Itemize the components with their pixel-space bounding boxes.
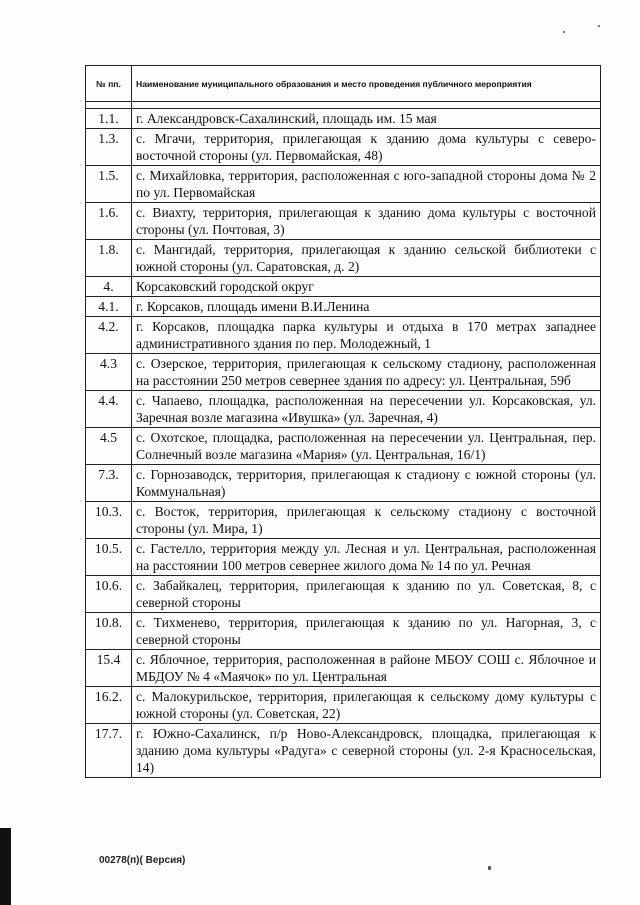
row-location-text: с. Гастелло, территория между ул. Лесная и ул. Центральная, расположенная на расстоянии 100 метров севернее жилого дома № 14 по ул. Речная [132,539,601,576]
row-number: 4.4. [86,391,132,428]
row-number: 1.5. [86,166,132,203]
row-location-text: с. Мангидай, территория, прилегающая к зданию сельской библиотеки с южной стороны (ул. Саратовская, д. 2) [132,240,601,277]
scan-speck [598,25,600,27]
table-row [86,166,601,203]
row-number: 4.2. [86,317,132,354]
table-row [86,297,601,317]
row-number: 17.7. [86,724,132,778]
row-number: 10.8. [86,613,132,650]
table-row [86,317,601,354]
row-location-text: г. Южно-Сахалинск, п/р Ново-Александровск, площадка, прилегающая к зданию дома культуры «Радуга» с северной стороны (ул. 2-я Красносельская, 14) [132,724,601,778]
row-location-text: г. Корсаков, площадка парка культуры и отдыха в 170 метрах западнее административного здания по пер. Молодежный, 1 [132,317,601,354]
row-number: 10.5. [86,539,132,576]
table-row [86,650,601,687]
table-row [86,109,601,129]
table-row [86,465,601,502]
row-number: 16.2. [86,687,132,724]
table-row [86,687,601,724]
row-number: 1.1. [86,109,132,129]
row-location-text: с. Михайловка, территория, расположенная с юго-западной стороны дома № 2 по ул. Первомайская [132,166,601,203]
row-location-text: с. Озерское, территория, прилегающая к сельскому стадиону, расположенная на расстоянии 250 метров севернее здания по адресу: ул. Центральная, 59б [132,354,601,391]
table-row [86,203,601,240]
row-location-text: с. Забайкалец, территория, прилегающая к зданию по ул. Советская, 8, с северной стороны [132,576,601,613]
scan-edge-mark [0,828,11,905]
row-location-text: с. Виахту, территория, прилегающая к зданию дома культуры с восточной стороны (ул. Почтовая, 3) [132,203,601,240]
document-code: 00278(п)( Версия) [99,855,186,866]
scan-speck [488,866,491,870]
row-location-text: г. Александровск-Сахалинский, площадь им. 15 мая [132,109,601,129]
header-number: № пп. [86,66,132,102]
header-description: Наименование муниципального образования и место проведения публичного мероприятия [132,66,601,102]
table-row [86,428,601,465]
row-location-text: с. Тихменево, территория, прилегающая к зданию по ул. Нагорная, 3, с северной стороны [132,613,601,650]
row-location-text: с. Горнозаводск, территория, прилегающая к стадиону с южной стороны (ул. Коммунальная) [132,465,601,502]
table-row [86,613,601,650]
row-number: 4. [86,277,132,297]
row-number: 10.3. [86,502,132,539]
table-row [86,724,601,778]
row-location-text: с. Малокурильское, территория, прилегающая к сельскому дому культуры с южной стороны (ул. Советская, 22) [132,687,601,724]
row-number: 1.3. [86,129,132,166]
spacer-row [86,102,601,109]
table-row [86,354,601,391]
row-location-text: с. Чапаево, площадка, расположенная на пересечении ул. Корсаковская, ул. Заречная возле магазина «Ивушка» (ул. Заречная, 4) [132,391,601,428]
row-location-text: с. Мгачи, территория, прилегающая к зданию дома культуры с северо-восточной стороны (ул. Первомайская, 48) [132,129,601,166]
row-number: 15.4 [86,650,132,687]
table-header-row [86,66,601,102]
row-number: 4.1. [86,297,132,317]
row-number: 1.8. [86,240,132,277]
table-row [86,277,601,297]
row-location-text: с. Охотское, площадка, расположенная на пересечении ул. Центральная, пер. Солнечный возле магазина «Мария» (ул. Центральная, 16/1) [132,428,601,465]
row-location-text: Корсаковский городской округ [132,277,601,297]
table-body [86,102,601,778]
table-row [86,576,601,613]
row-number: 4.5 [86,428,132,465]
table-row [86,502,601,539]
row-number: 7.3. [86,465,132,502]
row-number: 4.3 [86,354,132,391]
table-row [86,539,601,576]
row-number: 10.6. [86,576,132,613]
table-row [86,129,601,166]
row-location-text: с. Восток, территория, прилегающая к сельскому стадиону с восточной стороны (ул. Мира, 1) [132,502,601,539]
row-number: 1.6. [86,203,132,240]
locations-table [85,65,601,778]
row-location-text: с. Яблочное, территория, расположенная в районе МБОУ СОШ с. Яблочное и МБДОУ № 4 «Маячок» по ул. Центральная [132,650,601,687]
table-row [86,240,601,277]
table-row [86,391,601,428]
scan-speck [563,31,565,33]
row-location-text: г. Корсаков, площадь имени В.И.Ленина [132,297,601,317]
